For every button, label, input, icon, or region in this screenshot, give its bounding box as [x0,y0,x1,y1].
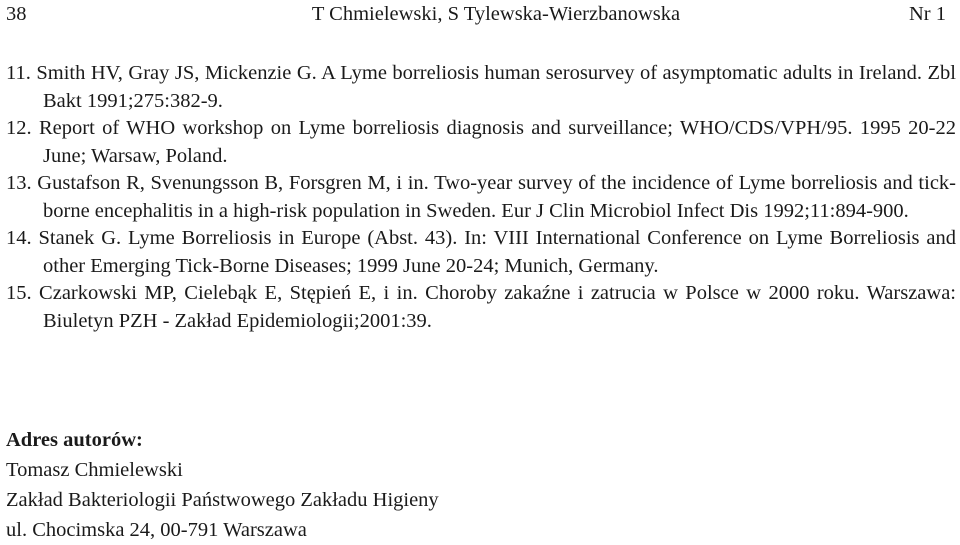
reference-item [6,225,956,280]
reference-number: 14. [6,227,32,249]
reference-number: 13. [6,172,32,194]
reference-item [6,280,956,335]
reference-list [6,60,956,335]
reference-text: Stanek G. Lyme Borreliosis in Europe (Abst. 43). In: VIII International Conference on Lyme Borreliosis and other Emerging Tick-Borne Diseases; 1999 June 20-24; Munich, Germany. [38,227,957,277]
reference-item [6,115,956,170]
reference-text: Czarkowski MP, Cielebąk E, Stępień E, i in. Choroby zakaźne i zatrucia w Polsce w 2000 roku. Warszawa: Biuletyn PZH - Zakład Epidemiologii;2001:39. [39,282,957,332]
address-street: ul. Chocimska 24, 00-791 Warszawa [6,519,307,541]
running-header [6,0,946,34]
issue-number: Nr 1 [908,3,946,25]
reference-text: Report of WHO workshop on Lyme borreliosis diagnosis and surveillance; WHO/CDS/VPH/95. 1995 20-22 June; Warsaw, Poland. [38,117,957,167]
author-address [6,425,439,545]
reference-text: Smith HV, Gray JS, Mickenzie G. A Lyme borreliosis human serosurvey of asymptomatic adults in Ireland. Zbl Bakt 1991;275:382-9. [36,62,957,112]
reference-text: Gustafson R, Svenungsson B, Forsgren M, i in. Two-year survey of the incidence of Lyme borreliosis and tick-borne encephalitis in a high-risk population in Sweden. Eur J Clin Microbiol Infect Dis 1992;11:894-900. [37,172,957,222]
reference-number: 12. [6,117,32,139]
address-name: Tomasz Chmielewski [6,459,183,481]
address-institution: Zakład Bakteriologii Państwowego Zakładu Higieny [6,489,439,511]
page-number: 38 [6,3,27,25]
header-authors: T Chmielewski, S Tylewska-Wierzbanowska [311,3,681,25]
reference-item [6,60,956,115]
reference-number: 11. [6,62,31,84]
address-heading: Adres autorów: [6,429,143,451]
reference-number: 15. [6,282,32,304]
reference-item [6,170,956,225]
